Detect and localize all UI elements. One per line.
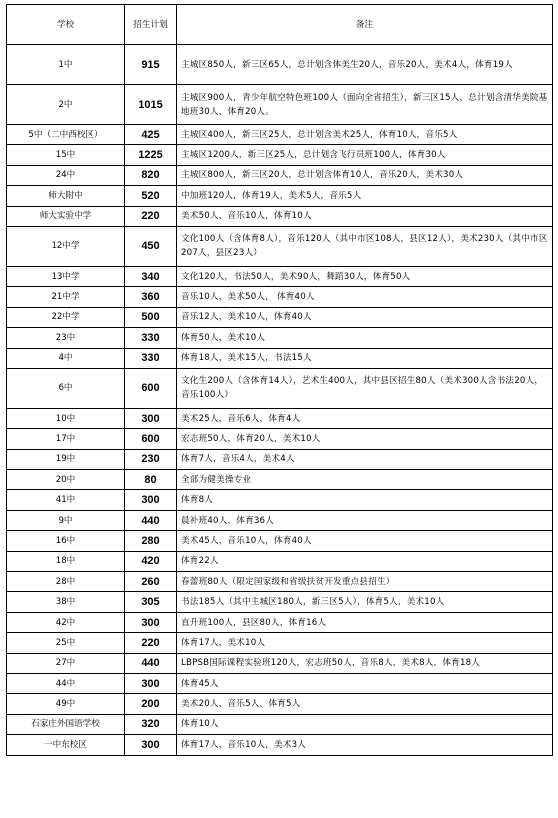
enrollment-plan: 80 <box>125 470 177 490</box>
school-name: 38中 <box>7 592 125 612</box>
table-row <box>7 653 553 673</box>
enrollment-plan: 280 <box>125 531 177 551</box>
remark: 文化120人，书法50人，美术90人，舞蹈30人，体育50人 <box>177 266 553 286</box>
remark: 体育8人 <box>177 490 553 510</box>
header-school: 学校 <box>7 5 125 45</box>
remark: 主城区800人，新三区20人，总计划含体育10人，音乐20人，美术30人 <box>177 165 553 185</box>
enrollment-plan: 500 <box>125 307 177 327</box>
remark: 中加班120人，体育19人，美术5人，音乐5人 <box>177 186 553 206</box>
remark: 春蕾班80人（限定国家级和省级扶贫开发重点县招生） <box>177 572 553 592</box>
table-row <box>7 572 553 592</box>
table-row <box>7 551 553 571</box>
remark: LBPSB国际课程实验班120人，宏志班50人，音乐8人，美术8人，体育18人 <box>177 653 553 673</box>
table-row <box>7 714 553 734</box>
school-name: 12中学 <box>7 226 125 266</box>
remark: 音乐10人，美术50人， 体育40人 <box>177 287 553 307</box>
school-name: 1中 <box>7 45 125 85</box>
school-name: 16中 <box>7 531 125 551</box>
school-name: 10中 <box>7 408 125 428</box>
admission-table-container <box>6 4 553 756</box>
admission-plan-table <box>6 4 553 756</box>
enrollment-plan: 230 <box>125 449 177 469</box>
remark: 宏志班50人，体育20人，美术10人 <box>177 429 553 449</box>
remark: 书法185人（其中主城区180人，新三区5人），体育5人，美术10人 <box>177 592 553 612</box>
table-row <box>7 490 553 510</box>
school-name: 一中东校区 <box>7 735 125 755</box>
enrollment-plan: 300 <box>125 735 177 755</box>
school-name: 44中 <box>7 673 125 693</box>
remark: 晨补班40人，体育36人 <box>177 510 553 530</box>
enrollment-plan: 600 <box>125 429 177 449</box>
remark: 全部为健美操专业 <box>177 470 553 490</box>
table-row <box>7 368 553 408</box>
table-row <box>7 735 553 755</box>
table-row <box>7 226 553 266</box>
remark: 体育18人，美术15人，书法15人 <box>177 348 553 368</box>
school-name: 5中（二中西校区） <box>7 125 125 145</box>
enrollment-plan: 1225 <box>125 145 177 165</box>
table-row <box>7 125 553 145</box>
table-row <box>7 165 553 185</box>
enrollment-plan: 915 <box>125 45 177 85</box>
enrollment-plan: 330 <box>125 328 177 348</box>
school-name: 22中学 <box>7 307 125 327</box>
table-row <box>7 85 553 125</box>
table-row <box>7 633 553 653</box>
table-row <box>7 612 553 632</box>
remark: 主城区400人，新三区25人，总计划含美术25人，体育10人，音乐5人 <box>177 125 553 145</box>
enrollment-plan: 440 <box>125 653 177 673</box>
enrollment-plan: 300 <box>125 673 177 693</box>
school-name: 24中 <box>7 165 125 185</box>
school-name: 21中学 <box>7 287 125 307</box>
remark: 音乐12人，美术10人，体育40人 <box>177 307 553 327</box>
table-row <box>7 348 553 368</box>
enrollment-plan: 520 <box>125 186 177 206</box>
remark: 直升班100人，县区80人，体育16人 <box>177 612 553 632</box>
school-name: 石家庄外国语学校 <box>7 714 125 734</box>
table-row <box>7 673 553 693</box>
remark: 主城区900人，青少年航空特色班100人（面向全省招生），新三区15人，总计划含清华美院基地班30人，体育20人。 <box>177 85 553 125</box>
enrollment-plan: 300 <box>125 408 177 428</box>
table-row <box>7 145 553 165</box>
table-row <box>7 429 553 449</box>
remark: 体育22人 <box>177 551 553 571</box>
table-row <box>7 592 553 612</box>
school-name: 23中 <box>7 328 125 348</box>
enrollment-plan: 425 <box>125 125 177 145</box>
remark: 文化生200人（含体育14人），艺术生400人，其中县区招生80人（美术300人含书法20人，音乐100人） <box>177 368 553 408</box>
table-row <box>7 531 553 551</box>
table-header-row <box>7 5 553 45</box>
remark: 美术25人，音乐6人，体育4人 <box>177 408 553 428</box>
remark: 主城区1200人，新三区25人，总计划含飞行员班100人，体育30人 <box>177 145 553 165</box>
table-row <box>7 45 553 85</box>
school-name: 49中 <box>7 694 125 714</box>
header-note: 备注 <box>177 5 553 45</box>
remark: 体育50人，美术10人 <box>177 328 553 348</box>
table-row <box>7 266 553 286</box>
school-name: 15中 <box>7 145 125 165</box>
school-name: 17中 <box>7 429 125 449</box>
remark: 体育10人 <box>177 714 553 734</box>
school-name: 28中 <box>7 572 125 592</box>
table-row <box>7 510 553 530</box>
table-row <box>7 470 553 490</box>
school-name: 42中 <box>7 612 125 632</box>
school-name: 19中 <box>7 449 125 469</box>
enrollment-plan: 340 <box>125 266 177 286</box>
enrollment-plan: 360 <box>125 287 177 307</box>
school-name: 2中 <box>7 85 125 125</box>
remark: 体育7人，音乐4人，美术4人 <box>177 449 553 469</box>
table-row <box>7 328 553 348</box>
remark: 美术20人，音乐5人，体育5人 <box>177 694 553 714</box>
enrollment-plan: 305 <box>125 592 177 612</box>
school-name: 师大附中 <box>7 186 125 206</box>
remark: 体育17人，音乐10人，美术3人 <box>177 735 553 755</box>
table-row <box>7 307 553 327</box>
table-row <box>7 206 553 226</box>
enrollment-plan: 820 <box>125 165 177 185</box>
enrollment-plan: 450 <box>125 226 177 266</box>
school-name: 41中 <box>7 490 125 510</box>
table-body <box>7 45 553 756</box>
remark: 美术45人，音乐10人，体育40人 <box>177 531 553 551</box>
school-name: 20中 <box>7 470 125 490</box>
enrollment-plan: 300 <box>125 612 177 632</box>
enrollment-plan: 1015 <box>125 85 177 125</box>
remark: 体育45人 <box>177 673 553 693</box>
school-name: 6中 <box>7 368 125 408</box>
enrollment-plan: 330 <box>125 348 177 368</box>
table-row <box>7 408 553 428</box>
school-name: 4中 <box>7 348 125 368</box>
enrollment-plan: 220 <box>125 633 177 653</box>
remark: 主城区850人，新三区65人，总计划含体美生20人，音乐20人，美术4人，体育19人 <box>177 45 553 85</box>
table-row <box>7 449 553 469</box>
school-name: 师大实验中学 <box>7 206 125 226</box>
school-name: 13中学 <box>7 266 125 286</box>
enrollment-plan: 200 <box>125 694 177 714</box>
remark: 美术50人，音乐10人，体育10人 <box>177 206 553 226</box>
table-row <box>7 186 553 206</box>
table-row <box>7 694 553 714</box>
enrollment-plan: 300 <box>125 490 177 510</box>
remark: 体育17人，美术10人 <box>177 633 553 653</box>
school-name: 18中 <box>7 551 125 571</box>
enrollment-plan: 440 <box>125 510 177 530</box>
enrollment-plan: 420 <box>125 551 177 571</box>
remark: 文化100人（含体育8人），音乐120人（其中市区108人，县区12人），美术230人（其中市区207人，县区23人） <box>177 226 553 266</box>
enrollment-plan: 320 <box>125 714 177 734</box>
school-name: 9中 <box>7 510 125 530</box>
school-name: 25中 <box>7 633 125 653</box>
enrollment-plan: 220 <box>125 206 177 226</box>
school-name: 27中 <box>7 653 125 673</box>
enrollment-plan: 600 <box>125 368 177 408</box>
header-plan: 招生计划 <box>125 5 177 45</box>
table-row <box>7 287 553 307</box>
enrollment-plan: 260 <box>125 572 177 592</box>
